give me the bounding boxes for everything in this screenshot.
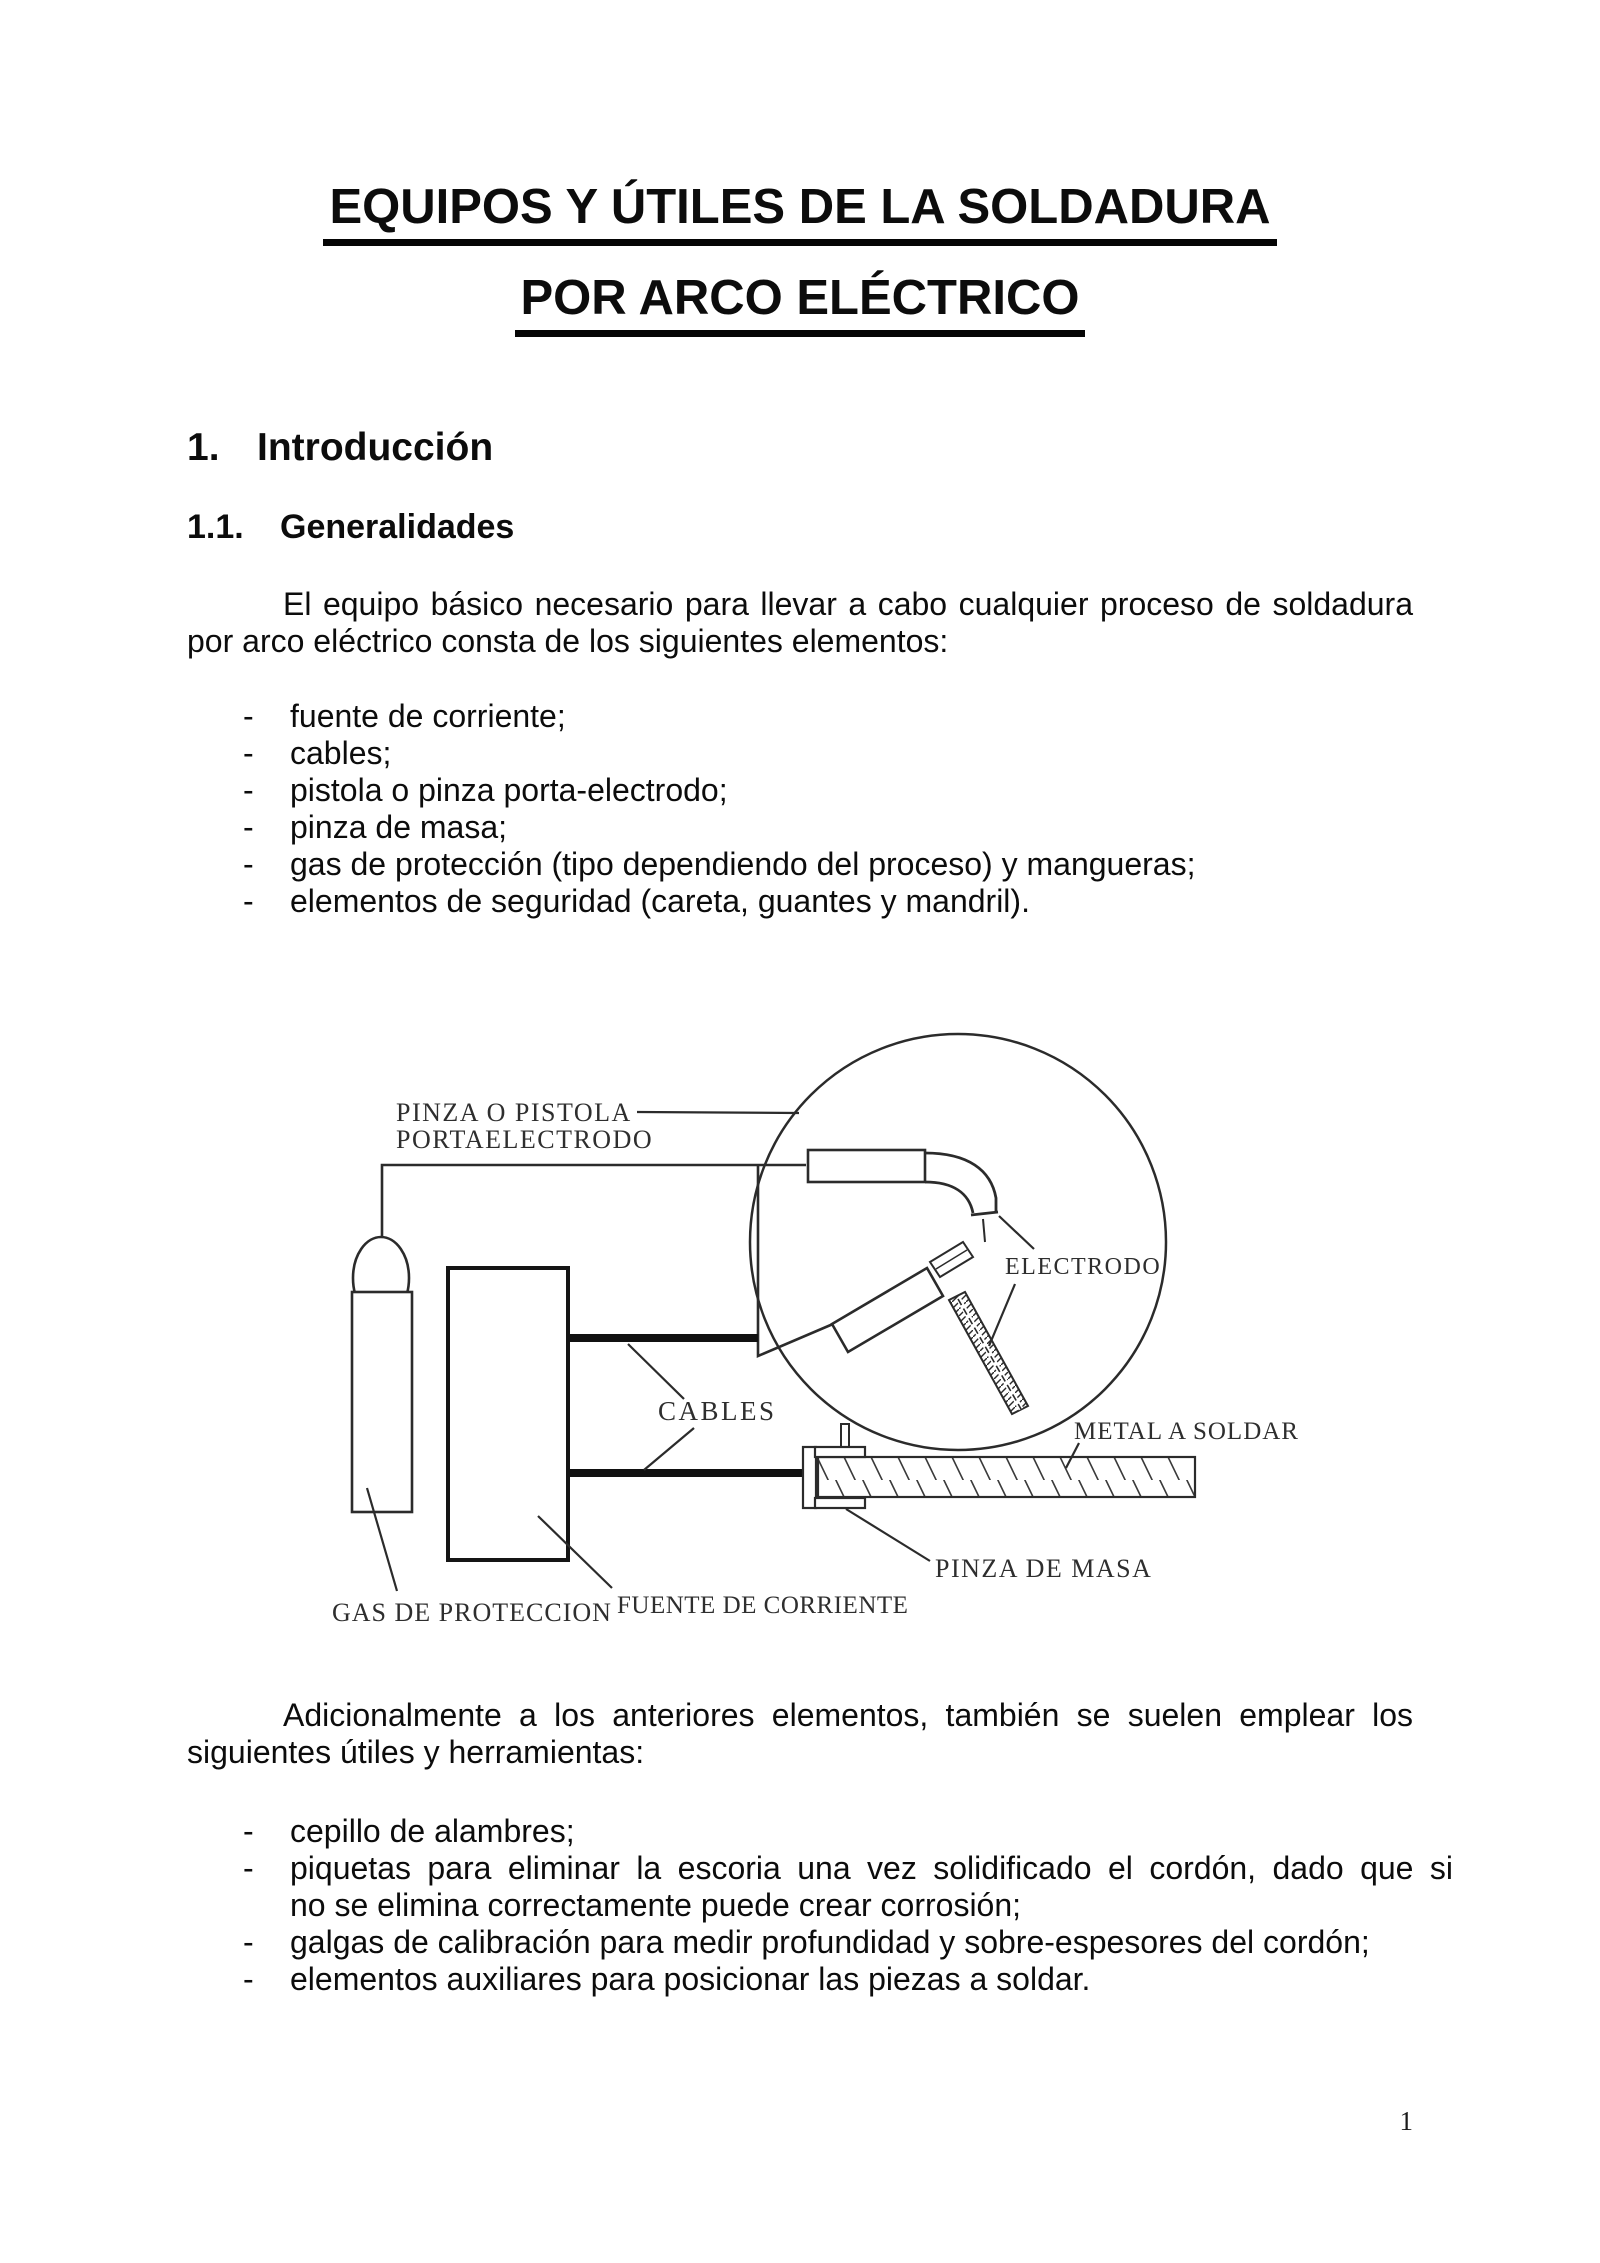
torch-label-line2: PORTAELECTRODO [396, 1125, 654, 1154]
list-item-text: elementos auxiliares para posicionar las piezas a soldar. [290, 1961, 1091, 1997]
list-item-text: pistola o pinza porta-electrodo; [290, 772, 728, 808]
list-item [243, 1961, 1453, 1998]
metal-bar [818, 1457, 1195, 1497]
power-source-box [448, 1268, 568, 1560]
list-item [243, 809, 1453, 846]
dash-bullet: - [243, 1961, 254, 1997]
additional-tools-paragraph [187, 1697, 1413, 1771]
list-item [243, 772, 1453, 809]
torch-label-pointer-line [637, 1112, 799, 1113]
welding-diagram [300, 1020, 1320, 1665]
list-item-text: pinza de masa; [290, 809, 508, 845]
subsection-number: 1.1. [187, 508, 244, 546]
cables-pointer-top [628, 1344, 684, 1399]
dash-bullet: - [243, 1924, 254, 1960]
page-number: 1 [1399, 2106, 1413, 2136]
document-title-line2: POR ARCO ELÉCTRICO [515, 274, 1086, 337]
document-title-line1-row [0, 180, 1600, 246]
torch-label-line1: PINZA O PISTOLA [396, 1098, 632, 1127]
section-heading-introduccion [187, 428, 493, 467]
dash-bullet: - [243, 1850, 254, 1886]
list-item [243, 698, 1453, 735]
list-item-text: cepillo de alambres; [290, 1813, 575, 1849]
electrode-pointer-bottom [989, 1284, 1015, 1346]
list-item [243, 883, 1453, 920]
dash-bullet: - [243, 735, 254, 771]
ground-clamp-jaw-bottom [815, 1498, 865, 1508]
list-item-text: gas de protección (tipo dependiendo del proceso) y mangueras; [290, 846, 1196, 882]
list-item-line: no se elimina correctamente puede crear corrosión; [290, 1887, 1022, 1923]
dash-bullet: - [243, 1813, 254, 1849]
paragraph-line: Adicionalmente a los anteriores elementos, también se suelen emplear los [283, 1697, 1413, 1733]
electrode-rod-slit [958, 1298, 1021, 1409]
metal-label: METAL A SOLDAR [1074, 1418, 1299, 1445]
list-item [243, 735, 1453, 772]
document-title-line2-row [0, 271, 1600, 337]
electrode-pointer-top [999, 1216, 1034, 1249]
dash-bullet: - [243, 809, 254, 845]
section-title: Introducción [257, 426, 494, 469]
paragraph-line: por arco eléctrico consta de los siguientes elementos: [187, 623, 949, 659]
dash-bullet: - [243, 846, 254, 882]
torch-neck-inner [925, 1182, 973, 1213]
detail-circle [750, 1034, 1166, 1450]
dash-bullet: - [243, 883, 254, 919]
dash-bullet: - [243, 772, 254, 808]
torch-tip-cap [971, 1212, 998, 1215]
torch-wire [983, 1219, 985, 1242]
section-number: 1. [187, 426, 220, 469]
electrode-holder-body [832, 1268, 943, 1352]
document-title-line1: EQUIPOS Y ÚTILES DE LA SOLDADURA [323, 183, 1276, 246]
paragraph-line: El equipo básico necesario para llevar a cabo cualquier proceso de soldadura [283, 586, 1413, 622]
gas-hose-line [382, 1165, 806, 1240]
gas-cylinder-body [352, 1292, 412, 1512]
dash-bullet: - [243, 698, 254, 734]
cables-pointer-bottom [644, 1428, 694, 1470]
power-source-label: FUENTE DE CORRIENTE [617, 1592, 909, 1619]
gas-label: GAS DE PROTECCION [332, 1598, 612, 1627]
subsection-title: Generalidades [280, 508, 515, 546]
list-item [243, 1850, 1453, 1924]
list-item-text [290, 1850, 1453, 1924]
ground-clamp-jaw-top [815, 1447, 865, 1457]
ground-clamp-pin [841, 1424, 849, 1448]
list-item [243, 846, 1453, 883]
list-item-text: elementos de seguridad (careta, guantes y mandril). [290, 883, 1030, 919]
intro-paragraph [187, 586, 1413, 660]
list-item-line: piquetas para eliminar la escoria una vez solidificado el cordón, dado que si [290, 1850, 1453, 1886]
paragraph-line: siguientes útiles y herramientas: [187, 1734, 645, 1770]
cables-label: CABLES [658, 1396, 777, 1426]
list-item-text: galgas de calibración para medir profundidad y sobre-espesores del cordón; [290, 1924, 1370, 1960]
list-item-text: cables; [290, 735, 392, 771]
list-item [243, 1813, 1453, 1850]
subsection-heading-generalidades [187, 510, 514, 544]
tools-list [243, 1813, 1453, 1998]
ground-clamp-label: PINZA DE MASA [935, 1554, 1153, 1583]
ground-clamp-pointer-line [846, 1509, 930, 1561]
list-item-text: fuente de corriente; [290, 698, 566, 734]
electrode-label: ELECTRODO [1005, 1254, 1162, 1280]
equipment-list [243, 698, 1453, 920]
list-item [243, 1924, 1453, 1961]
torch-body [808, 1150, 925, 1182]
